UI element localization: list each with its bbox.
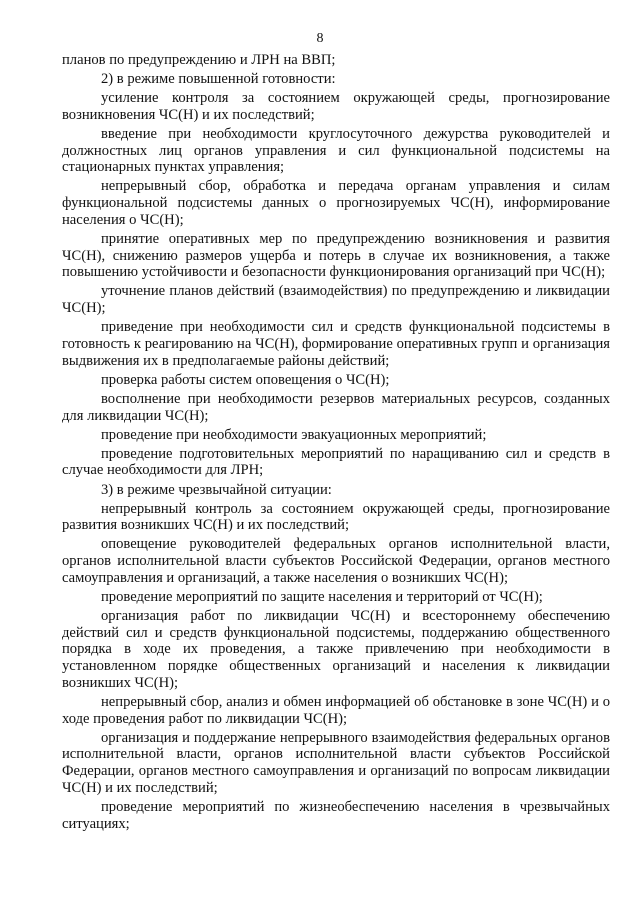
paragraph: проведение мероприятий по защите населения и территорий от ЧС(Н); <box>101 588 543 605</box>
paragraph: организация работ по ликвидации ЧС(Н) и всестороннему обеспечению действий сил и средств функциональной подсистемы, поддержанию общественного порядка в ходе их проведения, а также привлечению при необходимости в установленном порядке общественных организаций и населения к ликвидации возникших ЧС(Н); <box>62 608 610 691</box>
page-number: 8 <box>316 31 324 46</box>
paragraph: проверка работы систем оповещения о ЧС(Н); <box>101 371 390 388</box>
paragraph: проведение при необходимости эвакуационных мероприятий; <box>101 426 487 443</box>
paragraph: планов по предупреждению и ЛРН на ВВП; <box>62 52 336 68</box>
paragraph: 2) в режиме повышенной готовности: <box>101 71 336 88</box>
paragraph: проведение мероприятий по жизнеобеспечению населения в чрезвычайных ситуациях; <box>62 798 610 832</box>
paragraph: принятие оперативных мер по предупреждению возникновения и развития ЧС(Н), снижению размеров ущерба и потерь в случае их возникновения, а также повышению устойчивости и безопасности функционирования организаций при ЧС(Н); <box>62 230 610 281</box>
paragraph: непрерывный сбор, анализ и обмен информацией об обстановке в зоне ЧС(Н) и о ходе проведения работ по ликвидации ЧС(Н); <box>62 693 610 727</box>
paragraph: организация и поддержание непрерывного взаимодействия федеральных органов исполнительной власти, органов исполнительной власти субъектов Российской Федерации, органов местного самоуправления и организаций по вопросам ликвидации ЧС(Н) и их последствий; <box>62 729 610 796</box>
paragraph: приведение при необходимости сил и средств функциональной подсистемы в готовность к реагированию на ЧС(Н), формирование оперативных групп и организация выдвижения их в предполагаемые районы действий; <box>62 319 610 369</box>
paragraph: усиление контроля за состоянием окружающей среды, прогнозирование возникновения ЧС(Н) и их последствий; <box>62 90 610 123</box>
paragraph: оповещение руководителей федеральных органов исполнительной власти, органов исполнительной власти субъектов Российской Федерации, органов местного самоуправления и организаций, а также населения о возникших ЧС(Н); <box>62 536 610 586</box>
paragraph: непрерывный сбор, обработка и передача органам управления и силам функциональной подсистемы данных о прогнозируемых ЧС(Н), информирование населения о ЧС(Н); <box>62 178 610 228</box>
paragraph: 3) в режиме чрезвычайной ситуации: <box>101 481 332 498</box>
paragraph: уточнение планов действий (взаимодействия) по предупреждению и ликвидации ЧС(Н); <box>62 283 610 317</box>
paragraph: непрерывный контроль за состоянием окружающей среды, прогнозирование развития возникших ЧС(Н) и их последствий; <box>62 500 610 534</box>
paragraph: введение при необходимости круглосуточного дежурства руководителей и должностных лиц органов управления и сил функциональной подсистемы на стационарных пунктах управления; <box>62 125 610 176</box>
document-body <box>62 52 610 835</box>
paragraph: восполнение при необходимости резервов материальных ресурсов, созданных для ликвидации ЧС(Н); <box>62 390 610 424</box>
paragraph: проведение подготовительных мероприятий по наращиванию сил и средств в случае необходимости для ЛРН; <box>62 445 610 479</box>
